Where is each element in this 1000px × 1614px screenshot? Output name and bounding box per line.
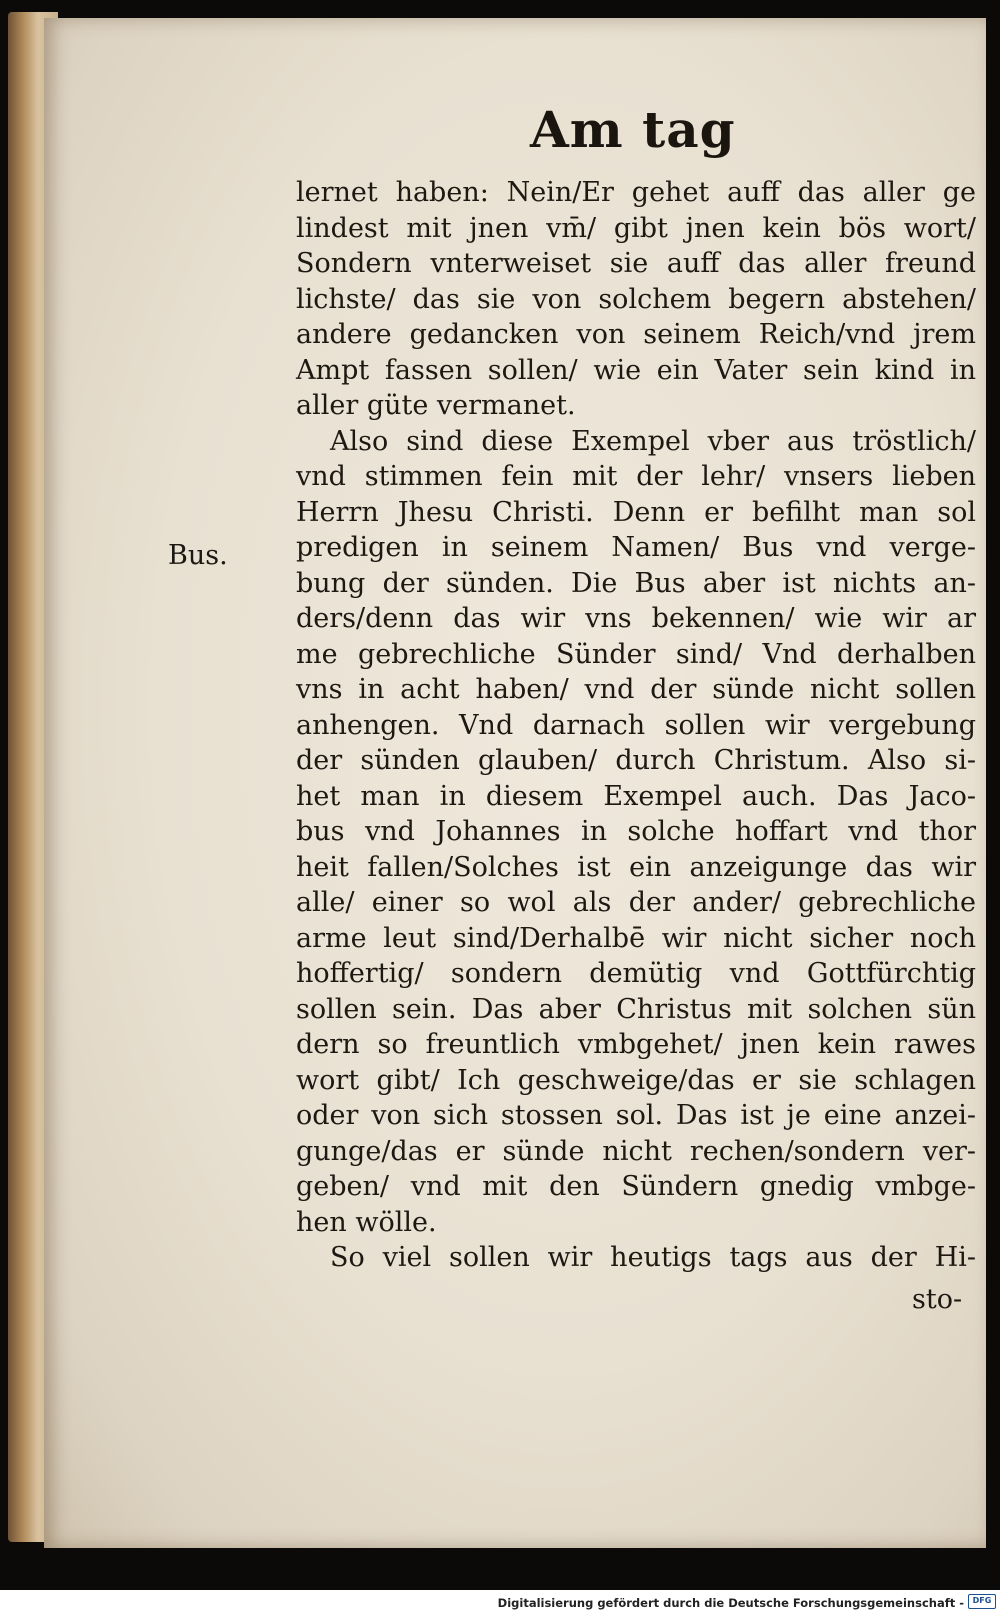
text-line: bus vnd Johannes in solche hoffart vnd thor: [296, 816, 976, 847]
text-line: wort gibt/ Ich geschweige/das er sie schlagen: [296, 1064, 976, 1096]
text-line: oder von sich stossen sol. Das ist je eine anzei-: [296, 1100, 976, 1131]
marginal-note: Bus.: [168, 540, 228, 571]
text-line: dern so freuntlich vmbgehet/ jnen kein rawes: [296, 1029, 976, 1060]
text-line: gunge/das er sünde nicht rechen/sondern ver-: [296, 1135, 976, 1167]
text-line: hen wölle.: [296, 1206, 437, 1238]
text-line: geben/ vnd mit den Sündern gnedig vmbge-: [296, 1171, 976, 1202]
text-line: ders/denn das wir vns bekennen/ wie wir ar: [296, 603, 976, 634]
body-text: [296, 175, 976, 1276]
text-line: lernet haben: Nein/Er gehet auff das aller ge: [296, 177, 976, 208]
text-line: bung der sünden. Die Bus aber ist nichts an-: [296, 567, 976, 599]
text-line: sollen sein. Das aber Christus mit solchen sün: [296, 993, 976, 1025]
text-line: heit fallen/Solches ist ein anzeigunge das wir: [296, 851, 976, 883]
text-line: predigen in seinem Namen/ Bus vnd verge-: [296, 532, 976, 563]
text-line: het man in diesem Exempel auch. Das Jaco-: [296, 780, 976, 812]
text-line: Herrn Jhesu Christi. Denn er befilht man sol: [296, 496, 976, 528]
digitization-footer: [0, 1590, 1000, 1614]
text-line: Ampt fassen sollen/ wie ein Vater sein kind in: [296, 354, 976, 386]
text-line: hoffertig/ sondern demütig vnd Gottfürchtig: [296, 958, 976, 989]
text-line: lindest mit jnen vm̄/ gibt jnen kein bös wort/: [296, 212, 976, 244]
running-head: Am tag: [530, 100, 736, 159]
text-line: der sünden glauben/ durch Christum. Also si-: [296, 745, 976, 776]
dfg-logo: DFG: [968, 1594, 996, 1609]
text-line: lichste/ das sie von solchem begern abstehen/: [296, 283, 976, 315]
text-line: andere gedancken von seinem Reich/vnd jrem: [296, 319, 976, 350]
text-line: me gebrechliche Sünder sind/ Vnd derhalben: [296, 638, 976, 670]
text-line: Sondern vnterweiset sie auff das aller freund: [296, 248, 976, 279]
text-line: arme leut sind/Derhalbē wir nicht sicher noch: [296, 922, 976, 954]
text-line: vnd stimmen fein mit der lehr/ vnsers lieben: [296, 461, 976, 492]
text-line: Also sind diese Exempel vber aus tröstlich/: [330, 425, 976, 457]
funding-credit: Digitalisierung gefördert durch die Deutsche Forschungsgemeinschaft -: [497, 1596, 964, 1610]
text-line: So viel sollen wir heutigs tags aus der Hi-: [330, 1242, 976, 1273]
text-line: vns in acht haben/ vnd der sünde nicht sollen: [296, 674, 976, 705]
text-line: alle/ einer so wol als der ander/ gebrechliche: [296, 887, 976, 918]
text-line: anhengen. Vnd darnach sollen wir vergebung: [296, 709, 976, 741]
catchword: sto-: [912, 1284, 963, 1315]
text-line: aller güte vermanet.: [296, 390, 576, 421]
